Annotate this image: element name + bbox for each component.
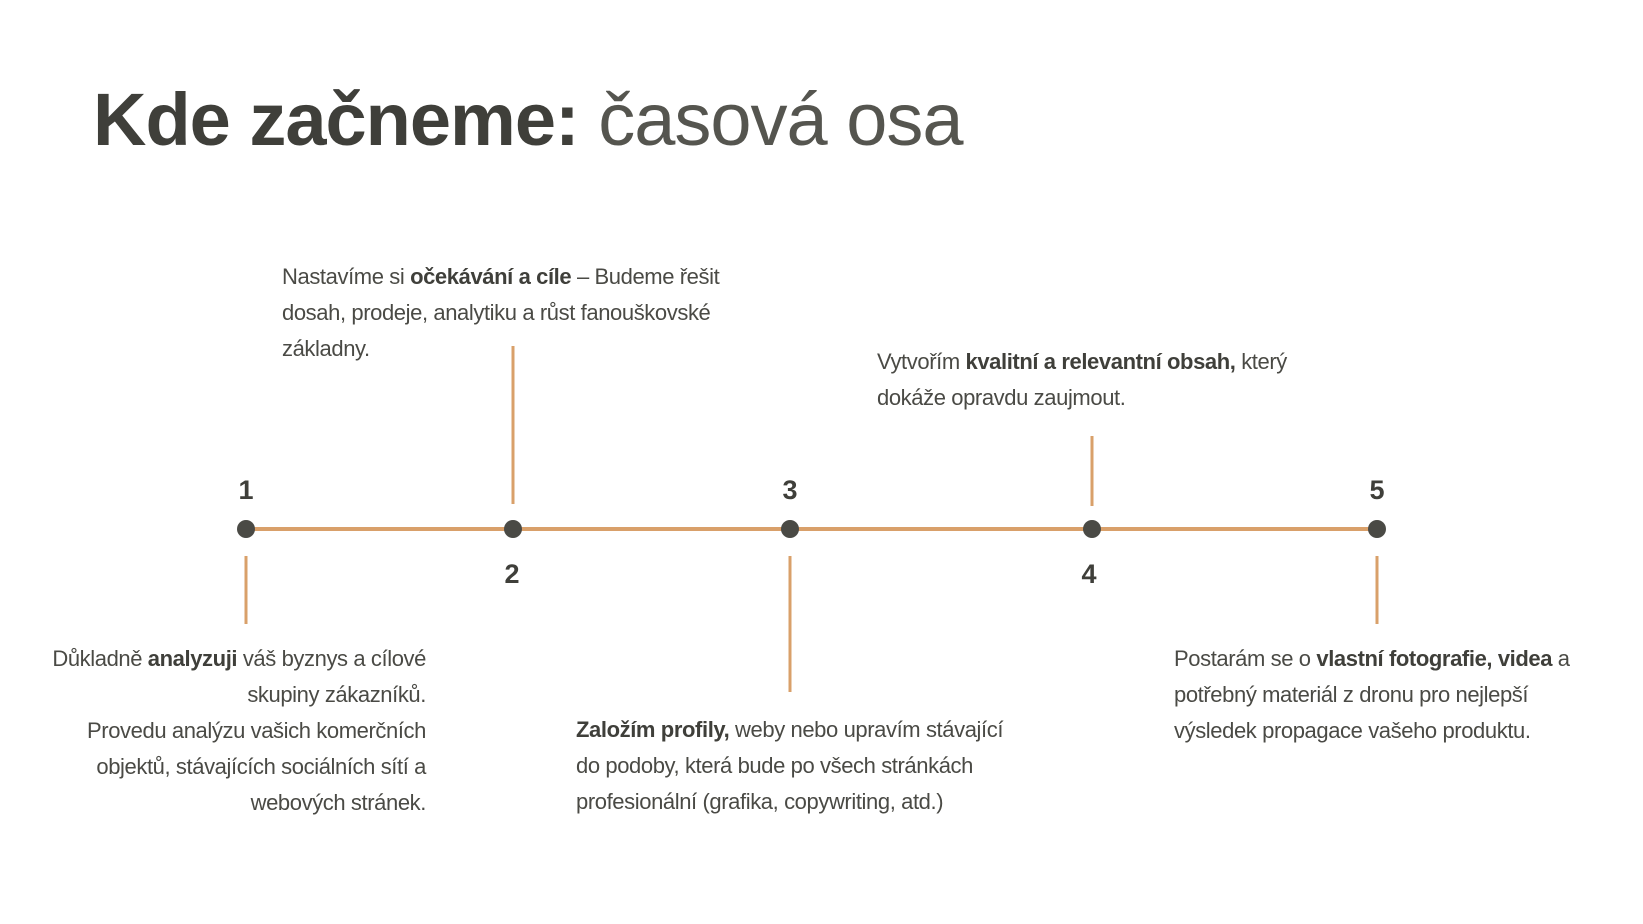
timeline-dot-2 (504, 520, 522, 538)
step-description-4 (877, 344, 1287, 416)
title-bold: Kde začneme: (93, 78, 579, 161)
description-bold-text: vlastní fotografie, videa (1316, 646, 1553, 671)
description-text: Vytvořím (877, 349, 966, 374)
description-line (1174, 677, 1570, 713)
description-line (282, 295, 719, 331)
title-light: časová osa (598, 78, 963, 161)
description-text: váš byznys a cílové (237, 646, 426, 671)
description-line (52, 749, 426, 785)
description-bold-text: očekávání a cíle (410, 264, 572, 289)
step-description-1 (52, 641, 426, 821)
description-text: Postarám se o (1174, 646, 1317, 671)
description-text: a (1552, 646, 1570, 671)
description-text: Provedu analýzu vašich komerčních (87, 718, 426, 743)
description-text: weby nebo upravím stávající (729, 717, 1004, 742)
description-text: skupiny zákazníků. (247, 682, 426, 707)
description-line (52, 785, 426, 821)
timeline-dot-3 (781, 520, 799, 538)
description-text: který (1235, 349, 1287, 374)
timeline-dot-1 (237, 520, 255, 538)
description-line (52, 677, 426, 713)
timeline-dot-4 (1083, 520, 1101, 538)
description-line (282, 331, 719, 367)
step-number-4: 4 (1081, 559, 1097, 589)
step-description-2 (282, 259, 719, 367)
description-line (1174, 641, 1570, 677)
description-text: – Budeme řešit (571, 264, 720, 289)
description-line (52, 641, 426, 677)
description-text: do podoby, která bude po všech stránkách (576, 753, 973, 778)
step-number-5: 5 (1369, 475, 1385, 505)
description-text: Důkladně (52, 646, 148, 671)
description-text: výsledek propagace vašeho produktu. (1174, 718, 1531, 743)
step-number-2: 2 (504, 559, 520, 589)
description-text: základny. (282, 336, 370, 361)
description-text: webových stránek. (250, 790, 426, 815)
description-bold-text: Založím profily, (576, 717, 730, 742)
description-bold-text: analyzuji (147, 646, 238, 671)
description-line (877, 344, 1287, 380)
description-bold-text: kvalitní a relevantní obsah, (965, 349, 1236, 374)
step-description-5 (1174, 641, 1570, 749)
description-line (576, 748, 1003, 784)
description-text: objektů, stávajících sociálních sítí a (96, 754, 426, 779)
description-text: potřebný materiál z dronu pro nejlepší (1174, 682, 1529, 707)
step-number-1: 1 (238, 475, 254, 505)
timeline-dot-5 (1368, 520, 1386, 538)
description-text: dokáže opravdu zaujmout. (877, 385, 1126, 410)
description-line (52, 713, 426, 749)
step-number-3: 3 (782, 475, 798, 505)
description-text: Nastavíme si (282, 264, 411, 289)
step-description-3 (576, 712, 1003, 820)
description-text: dosah, prodeje, analytiku a růst fanouškovské (282, 300, 711, 325)
description-line (576, 784, 1003, 820)
description-text: profesionální (grafika, copywriting, atd.) (576, 789, 944, 814)
description-line (877, 380, 1287, 416)
description-line (282, 259, 719, 295)
description-line (576, 712, 1003, 748)
description-line (1174, 713, 1570, 749)
